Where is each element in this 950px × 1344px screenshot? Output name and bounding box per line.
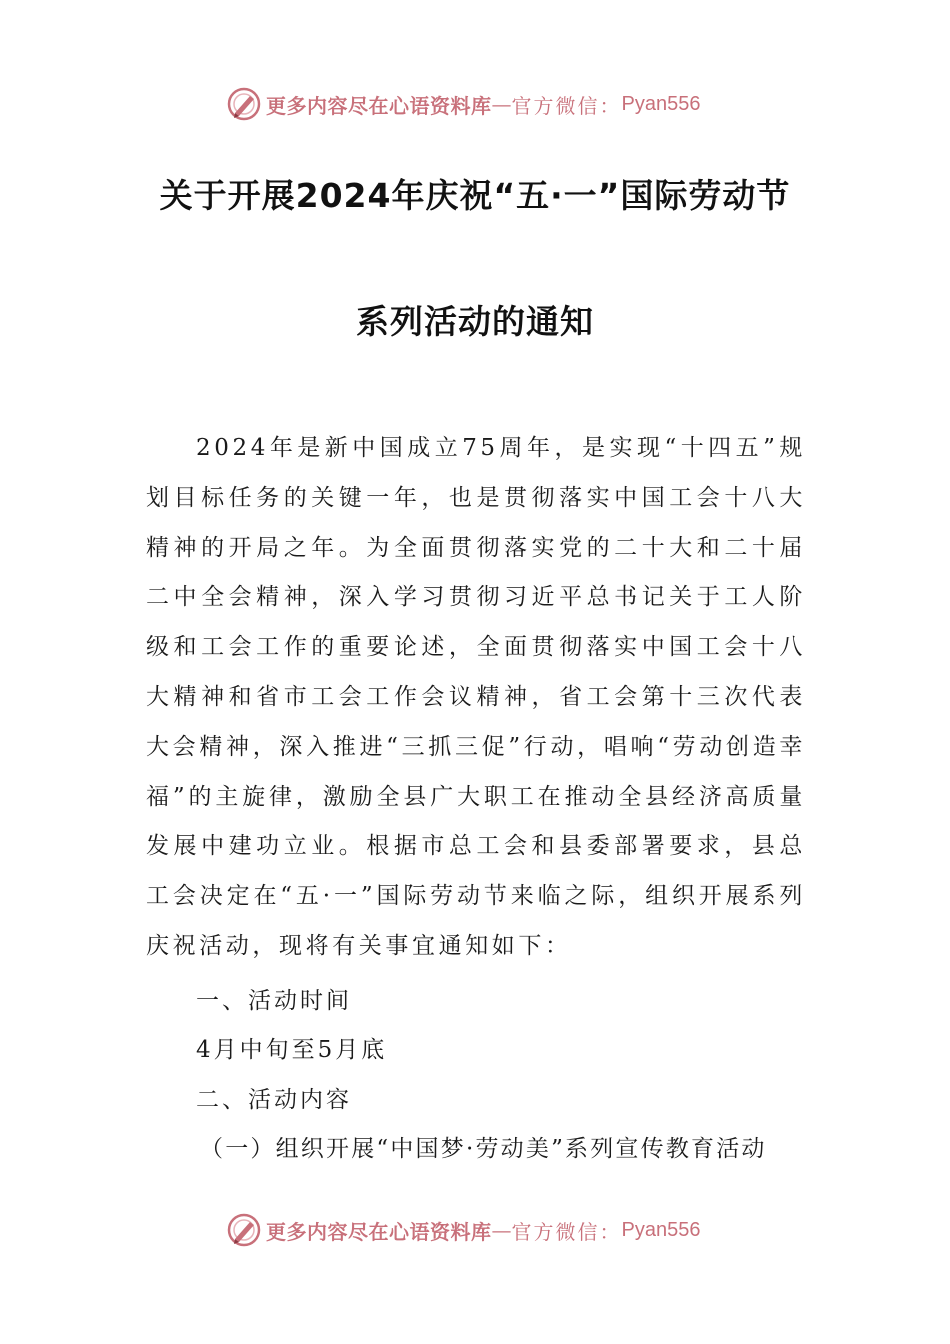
section1-content: 4月中旬至5月底 (196, 1037, 388, 1063)
banner-wechat-id: Pyan556 (621, 92, 701, 115)
section1-heading: 一、活动时间 (196, 988, 352, 1014)
document-title-line1: 关于开展2024年庆祝“五·一”国际劳动节 (159, 176, 791, 215)
footer-watermark-banner (226, 1208, 700, 1252)
section2-subheading-1: （一）组织开展“中国梦·劳动美”系列宣传教育活动 (200, 1136, 767, 1162)
banner-dash: — (491, 92, 512, 116)
pen-logo-icon (226, 86, 262, 122)
pen-logo-icon (226, 1212, 262, 1248)
banner-wechat-id: Pyan556 (621, 1218, 701, 1241)
intro-paragraph: 2024年是新中国成立75周年，是实现“十四五”规划目标任务的关键一年，也是贯彻落实中国工会十八大精神的开局之年。为全面贯彻落实党的二十大和二十届二中全会精神，深入学习贯彻习近平总书记关于工人阶级和工会工作的重要论述，全面贯彻落实中国工会十八大精神和省市工会工作会议精神，省工会第十三次代表大会精神，深入推进“三抓三促”行动，唱响“劳动创造幸福”的主旋律，激励全县广大职工在推动全县经济高质量发展中建功立业。根据市总工会和县委部署要求，县总工会决定在“五·一”国际劳动节来临之际，组织开展系列庆祝活动，现将有关事宜通知如下： (146, 435, 806, 959)
banner-dash: — (491, 1218, 512, 1242)
header-watermark-banner (226, 82, 700, 126)
document-title-line2: 系列活动的通知 (356, 302, 594, 341)
banner-official-label: 官方微信： (511, 1219, 622, 1244)
banner-official-label: 官方微信： (511, 93, 622, 118)
section2-heading: 二、活动内容 (196, 1087, 352, 1113)
banner-brand-text: 更多内容尽在心语资料库 (266, 93, 492, 118)
banner-brand-text: 更多内容尽在心语资料库 (266, 1219, 492, 1244)
